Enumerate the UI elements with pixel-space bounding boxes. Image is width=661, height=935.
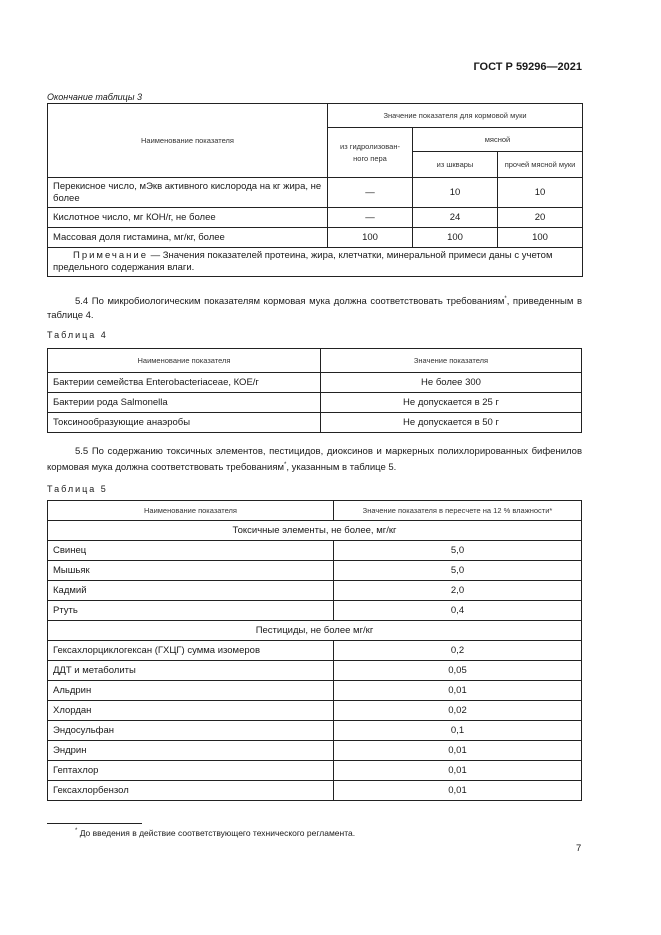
cell-value: 0,01 [334, 741, 582, 761]
table-row [48, 681, 582, 701]
cell-value: 0,01 [334, 681, 582, 701]
col-header-meat: мясной [413, 128, 583, 152]
cell-value: — [328, 208, 413, 228]
cell-name: Эндосульфан [48, 721, 334, 741]
cell-value: 0,01 [334, 781, 582, 801]
cell-value: 0,02 [334, 701, 582, 721]
table-row [48, 393, 582, 413]
cell-value: 100 [498, 228, 583, 248]
cell-value: — [328, 178, 413, 208]
para-text: 5.5 По содержанию токсичных элементов, пестицидов, диоксинов и маркерных полихлорированных бифенилов кормовая мука должна соответствовать требованиям [47, 446, 582, 473]
para-text: , указанным в таблице 5. [286, 461, 397, 473]
table-row [48, 781, 582, 801]
cell-value: 5,0 [334, 541, 582, 561]
cell-name: Массовая доля гистамина, мг/кг, более [48, 228, 328, 248]
table-row [48, 178, 583, 208]
table-row [48, 208, 583, 228]
col-header-name: Наименование показателя [48, 104, 328, 178]
col-header-name: Наименование показателя [48, 349, 321, 373]
cell-name: Кислотное число, мг КОН/г, не более [48, 208, 328, 228]
footnote-text: До введения в действие соответствующего технического регламента. [77, 828, 356, 838]
table-row [48, 541, 582, 561]
cell-value: 24 [413, 208, 498, 228]
col-header-value: Значение показателя в пересчете на 12 % влажности* [334, 501, 582, 521]
table-row [48, 413, 582, 433]
col-header-group: Значение показателя для кормовой муки [328, 104, 583, 128]
footnote [75, 828, 355, 838]
cell-name: Гексахлорбензол [48, 781, 334, 801]
document-code: ГОСТ Р 59296—2021 [473, 61, 582, 73]
footnote-mark: * [504, 296, 507, 302]
cell-name: Альдрин [48, 681, 334, 701]
col-header-name: Наименование показателя [48, 501, 334, 521]
note-text: — Значения показателей протеина, жира, клетчатки, минеральной примеси даны с учетом предельного содержания влаги. [53, 250, 553, 273]
cell-value: 100 [413, 228, 498, 248]
table3-caption: Окончание таблицы 3 [47, 92, 142, 102]
table4-caption: Таблица 4 [47, 330, 108, 340]
table-row [48, 601, 582, 621]
footnote-mark: * [75, 828, 78, 835]
cell-value: 20 [498, 208, 583, 228]
cell-value: 0,4 [334, 601, 582, 621]
col-header-feather: из гидролизован-ного пера [328, 128, 413, 178]
cell-value: 10 [498, 178, 583, 208]
table-row [48, 761, 582, 781]
paragraph-5-5 [47, 445, 582, 474]
cell-value: 0,05 [334, 661, 582, 681]
cell-value: 10 [413, 178, 498, 208]
table-row [48, 661, 582, 681]
table-row [48, 561, 582, 581]
table-note [48, 248, 583, 277]
table-row [48, 641, 582, 661]
table-row [48, 581, 582, 601]
cell-value: Не более 300 [321, 373, 582, 393]
cell-name: Бактерии рода Salmonella [48, 393, 321, 413]
footnote-divider [47, 823, 142, 824]
section-pesticides: Пестициды, не более мг/кг [48, 621, 582, 641]
cell-name: Токсинообразующие анаэробы [48, 413, 321, 433]
table-row [48, 721, 582, 741]
cell-name: Эндрин [48, 741, 334, 761]
cell-value: 100 [328, 228, 413, 248]
page-number: 7 [576, 843, 582, 854]
cell-name: Гексахлорциклогексан (ГХЦГ) сумма изомеров [48, 641, 334, 661]
cell-name: Ртуть [48, 601, 334, 621]
table-3 [47, 103, 583, 277]
cell-value: 0,2 [334, 641, 582, 661]
cell-name: Гептахлор [48, 761, 334, 781]
paragraph-5-4 [47, 293, 582, 322]
cell-name: Перекисное число, мЭкв активного кислорода на кг жира, не более [48, 178, 328, 208]
cell-value: Не допускается в 25 г [321, 393, 582, 413]
cell-value: 5,0 [334, 561, 582, 581]
footnote-mark: * [284, 461, 287, 468]
table-row [48, 701, 582, 721]
col-header-skin: из шквары [413, 152, 498, 178]
section-toxic-elements: Токсичные элементы, не более, мг/кг [48, 521, 582, 541]
col-header-other: прочей мясной муки [498, 152, 583, 178]
cell-name: Бактерии семейства Enterobacteriaceae, КОЕ/г [48, 373, 321, 393]
table-row [48, 741, 582, 761]
cell-name: Свинец [48, 541, 334, 561]
cell-name: Хлордан [48, 701, 334, 721]
table-5 [47, 500, 582, 801]
table-row [48, 228, 583, 248]
table-row [48, 373, 582, 393]
note-label: Примечание [73, 250, 148, 261]
para-text: , приведенным в таблице 4. [47, 296, 582, 321]
col-header-value: Значение показателя [321, 349, 582, 373]
cell-name: ДДТ и метаболиты [48, 661, 334, 681]
cell-value: 0,1 [334, 721, 582, 741]
table-4 [47, 348, 582, 433]
cell-value: 2,0 [334, 581, 582, 601]
para-text: 5.4 По микробиологическим показателям кормовая мука должна соответствовать требованиям [75, 296, 505, 308]
table5-caption: Таблица 5 [47, 484, 108, 494]
cell-name: Кадмий [48, 581, 334, 601]
cell-name: Мышьяк [48, 561, 334, 581]
cell-value: 0,01 [334, 761, 582, 781]
cell-value: Не допускается в 50 г [321, 413, 582, 433]
